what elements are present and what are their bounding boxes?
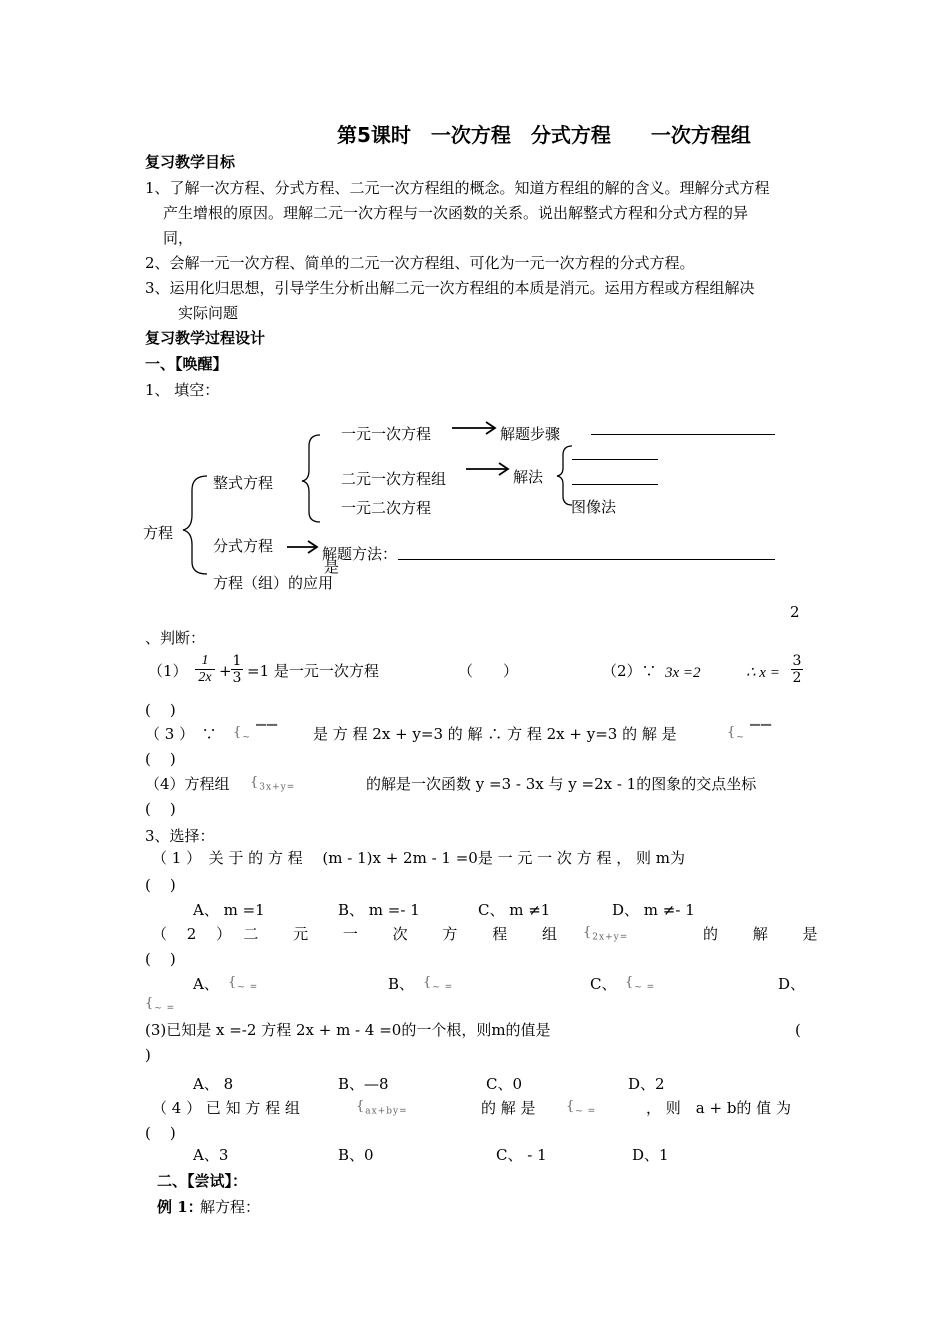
node-linear1: 一元一次方程 [341,425,432,443]
choice-q4-paren: ( ) [145,1124,176,1142]
node-method: 解法 [513,468,544,486]
judge-q2-therefore: ∴ x = [746,665,780,681]
choice-q3-c: C、0 [486,1075,523,1093]
choice-q2-paren: ( ) [145,950,176,968]
choice-q1-a: A、 m =1 [193,901,265,919]
plus-sign: + [219,662,232,680]
goal-1-line-3: 同， [163,229,194,247]
node-linear2: 二元一次方程组 [341,470,447,488]
choice-q3-d: D、2 [628,1075,665,1093]
choice-q3-paren-close: ) [145,1046,151,1064]
judge-q3-system-2: {$_\sim$ ▔▔ [727,725,772,743]
example-text: 解方程： [200,1198,261,1216]
judge-q2-paren: ( ) [145,701,176,719]
judge-q1-text: =1 是一元一次方程 [247,662,379,680]
choice-q3: (3)已知是 x =-2 方程 2x + m - 4 =0的一个根，则m的值是 [145,1021,551,1039]
frac-1-over-2x: $\frac{1}{2x}$ [195,653,215,686]
frac-1-over-3: $\frac{1}{3}$ [232,653,242,686]
node-integral: 整式方程 [213,474,274,492]
choice-q3-a: A、 8 [193,1075,234,1093]
choice-q2-b: B、 [388,975,415,993]
judge-q3-system-1: {$_\sim$ ▔▔ [233,725,278,743]
choice-q1-d: D、 m ≠- 1 [612,901,695,919]
goal-3-line-1: 3、运用化归思想，引导学生分析出解二元一次方程组的本质是消元。运用方程或方程组解决 [145,279,755,297]
choice-q2-c-system: {$_{\sim =}$ [625,975,656,993]
judge-number: 2 [790,603,800,621]
choice-heading: 3、选择： [145,827,215,845]
choice-q2-b-system: {$_{\sim =}$ [423,975,454,993]
goal-1-line-2: 产生增根的原因。理解二元一次方程与一次函数的关系。说出解整式方程和分式方程的异 [163,204,749,222]
choice-q4: （ 4 ） 已 知 方 程 组 [152,1099,300,1117]
judge-q4-system: {$_{3x+y=}$ [250,775,296,793]
goal-3-line-2: 实际问题 [178,304,239,322]
choice-q4-c: C、 - 1 [496,1146,547,1164]
try-heading: 二、【尝试】： [157,1172,248,1190]
choice-q4-d: D、1 [632,1146,669,1164]
judge-q3-paren: ( ) [145,750,176,768]
goals-heading: 复习教学目标 [145,153,236,171]
choice-q2-c: C、 [590,975,617,993]
judge-q1-prefix: （1） [148,662,188,680]
judge-q3-prefix: （ 3 ） ∵ [145,725,217,743]
arrow-method [466,463,508,475]
choice-q4-tail: ， 则 a + b的 值 为 [646,1099,791,1117]
goal-1-line-1: 1、了解一次方程、分式方程、二元一次方程组的概念。知道方程组的解的含义。理解分式方程 [145,179,770,197]
arrow-fractional [287,541,317,553]
node-fractional: 分式方程 [213,537,274,555]
judge-q4-paren: ( ) [145,800,176,818]
judge-q4-prefix: （4）方程组 [145,775,230,793]
choice-q3-b: B、—8 [338,1075,389,1093]
process-heading: 复习教学过程设计 [145,329,266,347]
choice-q2-system: {$_{2x+y=}$ [583,925,629,943]
choice-q3-paren-open: ( [795,1021,801,1039]
choice-q1-b: B、 m =- 1 [338,901,420,919]
node-application: 方程（组）的应用 [213,574,334,592]
blank-method-1 [572,459,658,460]
choice-q2: （ 2 ） 二 元 一 次 方 程 组 [152,925,557,943]
node-graph: 图像法 [571,498,617,516]
judge-q3-text: 是 方 程 2x + y=3 的 解 ∴ 方 程 2x + y=3 的 解 是 [313,725,677,743]
example-label: 例 1： [157,1198,203,1216]
blank-steps [591,434,775,435]
choice-q2-d: D、 [778,975,806,993]
blank-method-2 [572,484,658,485]
brace-method [557,446,572,505]
node-root: 方程 [143,524,174,542]
choice-q2-tail: 的 解 是 [703,925,818,943]
judge-q4-text: 的解是一次函数 y =3 - 3x 与 y =2x - 1的图象的交点坐标 [366,775,757,793]
choice-q1-c: C、 m ≠1 [478,901,551,919]
choice-q4-system: {$_{ax+by=}$ [356,1099,408,1117]
choice-q2-a: A、 [193,975,219,993]
judge-q1-paren: （ ） [458,662,519,680]
frac-3-over-2: $\frac{3}{2}$ [792,653,802,686]
choice-q4-a: A、3 [193,1146,229,1164]
judge-heading: 、判断： [145,629,206,647]
brace-root [183,476,207,574]
node-frac-method: 解题方法： [322,545,398,563]
judge-q2-prefix: （2）∵ [602,662,657,680]
page-title: 第5课时 一次方程 分式方程 一次方程组 [337,123,751,147]
blank-frac-method [398,559,775,560]
choice-q4-b: B、0 [338,1146,374,1164]
choice-q4-solution: {$_{\sim =}$ [566,1099,597,1117]
node-steps: 解题步骤 [500,425,561,443]
node-frac-shi: 是 [324,558,340,576]
choice-q2-d-system: {$_{\sim =}$ [145,996,176,1014]
arrow-steps [452,422,495,434]
choice-q2-a-system: {$_{\sim =}$ [228,975,259,993]
choice-q4-mid: 的 解 是 [481,1099,536,1117]
goal-2: 2、会解一元一次方程、简单的二元一次方程组、可化为一元一次方程的分式方程。 [145,254,695,272]
part1-heading: 一、【唤醒】 [145,355,228,373]
brace-integral [302,435,320,522]
choice-q1-paren: ( ) [145,876,176,894]
judge-q2-eq: 3x =2 [665,665,701,681]
node-quadratic: 一元二次方程 [341,499,432,517]
fill-heading: 1、 填空： [145,381,220,399]
choice-q1: （ 1 ） 关 于 的 方 程 (m - 1)x + 2m - 1 =0是 一 元 一 次 方 程 ， 则 m为 [152,849,685,867]
